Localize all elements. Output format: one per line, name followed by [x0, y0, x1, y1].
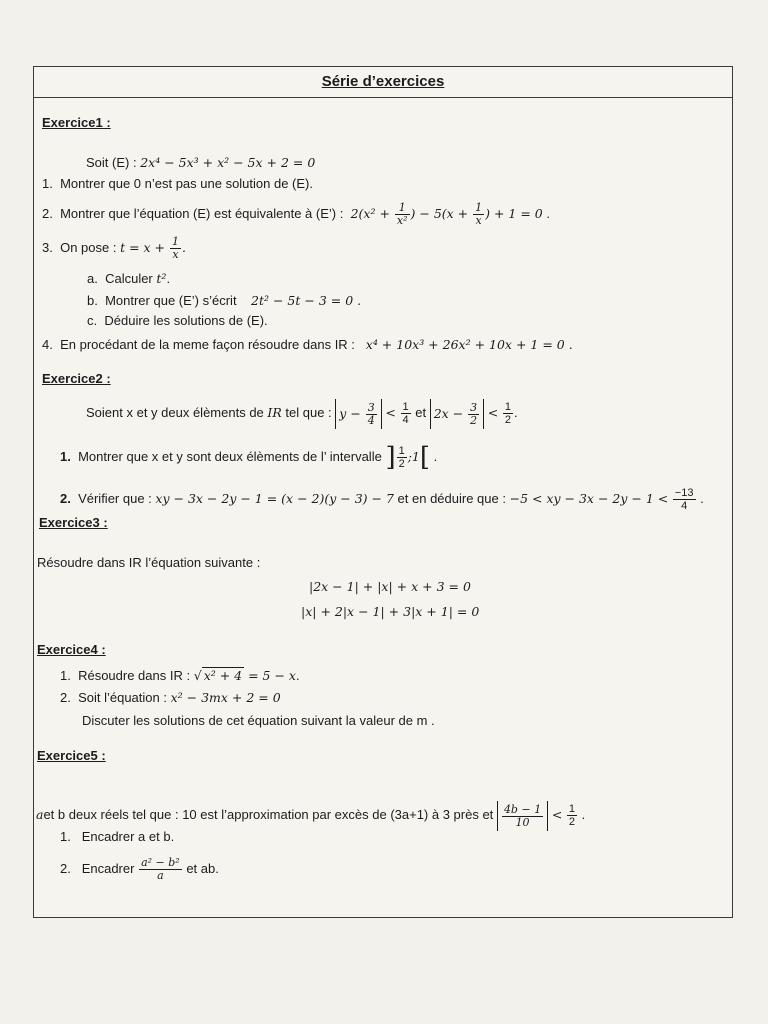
item-number: 2.	[60, 690, 71, 705]
var-a: a	[36, 807, 44, 822]
item-text: Encadrer	[81, 861, 135, 876]
item-number: 2.	[60, 491, 71, 506]
item-number: 2.	[42, 206, 53, 221]
abs-x: 2x − $\frac{3}{2}$	[430, 399, 484, 429]
item-text-2: et en déduire que :	[397, 491, 506, 506]
item-text: Déduire les solutions de (E).	[104, 313, 268, 328]
item-text: Encadrer a et b.	[81, 829, 175, 844]
exercise2-q1: 1. Montrer que x et y sont deux élèments de l’ intervalle ] $\frac{1}{2}$ ;1[ .	[60, 442, 438, 473]
item-number: 1.	[60, 829, 71, 844]
exercise5-q1	[60, 829, 174, 845]
identity: xy − 3x − 2y − 1 = (x − 2)(y − 3) − 7	[155, 491, 394, 506]
quadratic-equation: x² − 3mx + 2 = 0	[170, 690, 281, 705]
exercise5-intro: aet b deux réels tel que : 10 est l’approximation par excès de (3a+1) à 3 près et $\frac{4b - 1}{10}$ < $\frac{1}{2}$ .	[36, 802, 586, 829]
equation-e-prime: 2(x² + $\frac{1}{\text{x²}}$ ) − 5(x + $\frac{1}{x}$ ) + 1 = 0	[350, 201, 543, 227]
exercise3-eq2: |x| + 2|x − 1| + 3|x + 1| = 0	[301, 604, 480, 619]
exercise1-q3	[42, 235, 186, 261]
item-text: Montrer que 0 n’est pas une solution de (E).	[60, 176, 314, 191]
item-text: Vérifier que :	[78, 491, 152, 506]
intro-text-2: tel que :	[285, 405, 332, 420]
abs-y: y − $\frac{3}{4}$	[335, 399, 381, 429]
t-squared: t²	[156, 271, 167, 286]
item-letter: c.	[87, 313, 98, 328]
item-number: 4.	[42, 337, 53, 352]
title-row	[34, 67, 732, 98]
equation-e: 2x⁴ − 5x³ + x² − 5x + 2 = 0	[140, 155, 316, 170]
item-text-2: et ab.	[186, 861, 219, 876]
substitution: t = x + $\frac{1}{x}$ .	[120, 235, 186, 261]
exercise4-q2	[60, 690, 281, 706]
exercise5-heading: Exercice5 :	[37, 748, 106, 763]
exercise4-q2-line2: Discuter les solutions de cet équation suivant la valeur de m .	[82, 713, 435, 728]
radical-equation: √ x² + 4 = 5 − x	[193, 668, 296, 683]
item-letter: a.	[87, 271, 98, 286]
item-number: 2.	[60, 861, 71, 876]
equation-t: 2t² − 5t − 3 = 0 .	[251, 293, 362, 308]
page-title: Série d’exercices	[321, 73, 445, 90]
item-text: Calculer	[105, 271, 153, 286]
expression-fraction: $\frac{\text{a² − b²}}{a}$	[141, 856, 180, 883]
exercise1-qb	[87, 293, 361, 309]
item-number: 1.	[60, 449, 71, 464]
item-number: 1.	[42, 176, 53, 191]
item-letter: b.	[87, 293, 98, 308]
set-ir: IR	[267, 405, 282, 420]
item-text: Soit l’équation :	[78, 690, 167, 705]
item-number: 3.	[42, 240, 53, 255]
exercise1-intro	[86, 155, 315, 171]
exercise3-intro: Résoudre dans IR l’équation suivante :	[37, 555, 261, 570]
exercise1-q2: 2. Montrer que l’équation (E) est équivalente à (E’) : 2(x² + $\frac{1}{\text{x²}}$ ) − 5(x + $\frac{1}{x}$ ) + 1 = 0 .	[42, 201, 550, 227]
exercise3-heading: Exercice3 :	[39, 515, 108, 530]
exercise4-heading: Exercice4 :	[37, 642, 106, 657]
exercise2-intro: Soient x et y deux élèments de IR tel que : y − $\frac{3}{4}$ < $\frac{1}{4}$ et 2x − $\frac{3}{2}$ < $\frac{1}{2}$ .	[86, 400, 518, 427]
item-text: Montrer que l’équation (E) est équivalente à (E’) :	[60, 206, 344, 221]
item-text: En procédant de la meme façon résoudre dans IR :	[60, 337, 355, 352]
exercise1-qa: a. Calculer t².	[87, 271, 171, 286]
inequality: −5 < xy − 3x − 2y − 1 <	[509, 491, 669, 506]
item-text: On pose :	[60, 240, 117, 255]
exercise2-q2: 2. Vérifier que : xy − 3x − 2y − 1 = (x − 2)(y − 3) − 7 et en déduire que : −5 < xy − 3x − 2y − 1 < $\frac{-13}{4}$ .	[60, 487, 704, 513]
exercise1-heading: Exercice1 :	[42, 115, 111, 130]
item-text: Montrer que (E’) s’écrit	[105, 293, 237, 308]
intro-text: et b deux réels tel que : 10 est l’approximation par excès de (3a+1) à 3 près et	[43, 807, 494, 822]
exercise1-q4	[42, 337, 573, 353]
abs-fraction: $\frac{4b - 1}{10}$	[497, 801, 548, 831]
equation-q4: x⁴ + 10x³ + 26x² + 10x + 1 = 0 .	[365, 337, 573, 352]
exercise2-heading: Exercice2 :	[42, 371, 111, 386]
item-text: Résoudre dans IR :	[78, 668, 191, 683]
intro-text: Soient x et y deux élèments de	[86, 405, 264, 420]
exercise5-q2	[60, 854, 219, 884]
exercise1-q1	[42, 176, 313, 192]
item-text: Montrer que x et y sont deux élèments de l’ intervalle	[78, 449, 382, 464]
exercise1-qc	[87, 313, 268, 329]
et-word: et	[415, 405, 427, 420]
exercise3-eq1: |2x − 1| + |x| + x + 3 = 0	[309, 579, 471, 594]
item-number: 1.	[60, 668, 71, 683]
exercise4-q1: 1. Résoudre dans IR : √ x² + 4 = 5 − x.	[60, 668, 300, 683]
intro-label: Soit (E) :	[86, 155, 137, 170]
